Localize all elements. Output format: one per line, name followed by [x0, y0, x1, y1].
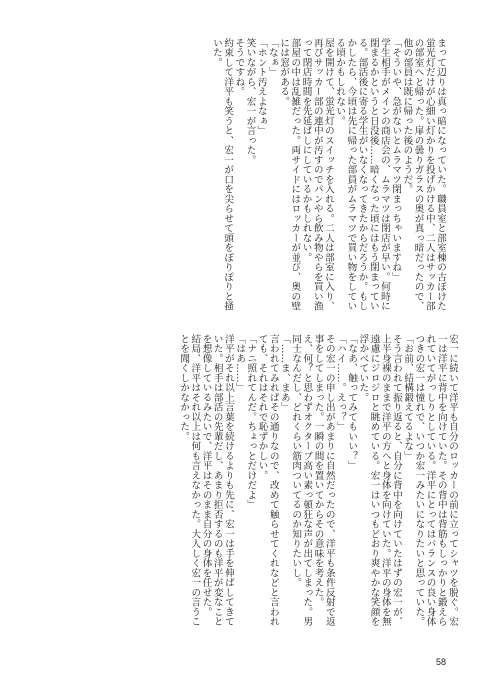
lower-text-block: 宏一に続いて洋平も自分のロッカーの前に立ってシャツを脱ぐ。宏一は洋平に背中を向けていた。その背中は背筋もしっかりと鍛えられていてがっしりとしている。洋平にとってはバランスの良い身体つきの宏一は憧れで、いつか宏一みたいになりたいと思っていた。 「お前、結構鍛えてるよな」 そう言われて振り返ると、自分に背中を向けていたはずの宏一が、上半身裸のままで洋平の方へと身体を向けていた。洋平の身体を無遠慮にジロジロと眺めている。宏一はいつもどおり爽やかな笑顔を浮かべていた。 「なあ、触ってみてもいい？」 「ハイ……。えっ？」 その宏一の申し出があまりに自然だったので、洋平も条件反射で返事をしてしまった。一瞬の間を置いてからその意味を考えた。 え、何？と思わずオクターブ高い素っ頓狂な声が出てしまった。男同士なんだし、どれくらい筋肉ついてるのか知りたいし。 「……ま、まあ」 言われてみればその通りなので、改めて触らせてくれなどと言われても、それはそれで恥ずかしい。 「ナニ照れてんだ。ちょっとだけだよ」 「はあ……」 洋平がそれ以上言葉を続けるよりも先に、宏一は手を伸ばしてきていた。相手は部活の先輩だし、あまり拒否するのも洋平が変なことを想像しているみたいで、洋平はそのまま自分の身体を任せた。 結局、洋平はそれ以上は何も言えなかった。大人しく宏一の言うことを聞くしかなかった。: [178, 334, 458, 627]
upper-text-block: まって辺りは真っ暗になっていた。職員室と部室棟の古ぼけた蛍光灯だけが心細い灯かりを投げかける中、二人はサッカー部の部室へと帰った。扉の曇りガラスの奥が真っ暗だったので、他の部員は既に帰った後のようだ。 「そういや、急がないとムラマツ閉まっちゃいますね」 学生相手がメインの商店会の、ムラマツは閉店が早い。何時に閉まるかというと日没後……暗くなった頃にはもう閉まっている。部活後に寄る学生がいなくなってきたからだろうか。もしかしたら、今頃は先に帰った部員がムラマツで買い物をしている頃かもしれない。 屋を開けて、蛍光灯のスイッチを入れる。二人は部室に入り、再びサッカー部の連中が汚すのでパンやら飲み物やらを買い漁って閉店時間を先延ばしにしているかもしれない。 部屋の中は乱雑だった。両サイドにはロッカーが並び、奥の壁には窓がある。 「なぁ」 「ホント汚えよなぁ」 笑いながら、宏一が言った。 そうですね。 約束して洋平も笑うと、宏一が口を尖らせて頭をぽりぽりと掻いた。: [210, 38, 446, 311]
page-number: 58: [435, 657, 446, 667]
